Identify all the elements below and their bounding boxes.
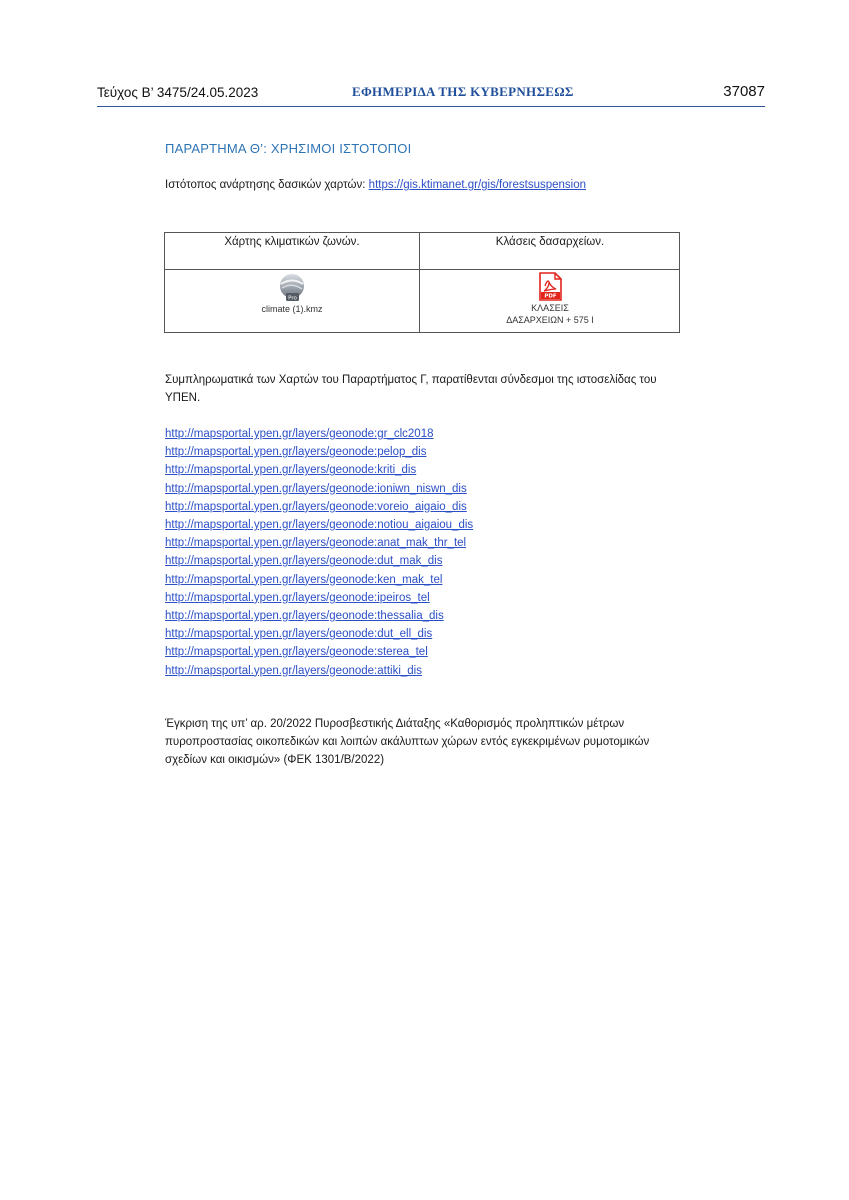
- ypen-layer-link[interactable]: http://mapsportal.ypen.gr/layers/geonode:kriti_dis: [165, 464, 417, 477]
- ypen-layer-link[interactable]: http://mapsportal.ypen.gr/layers/geonode:ken_mak_tel: [165, 573, 443, 586]
- forest-classes-pdf-attachment[interactable]: [420, 270, 680, 333]
- forest-maps-label: Ιστότοπος ανάρτησης δασικών χαρτών:: [165, 179, 369, 191]
- page-header: [97, 82, 765, 107]
- ypen-layer-link[interactable]: http://mapsportal.ypen.gr/layers/geonode:attiki_dis: [165, 664, 422, 677]
- pdf-file-name-line1: ΚΛΑΣΕΙΣ: [531, 303, 569, 313]
- ypen-layer-link[interactable]: http://mapsportal.ypen.gr/layers/geonode:gr_clc2018: [165, 428, 434, 440]
- forest-maps-line: [165, 179, 586, 191]
- kmz-file-icon: [277, 273, 307, 303]
- ypen-layer-link[interactable]: http://mapsportal.ypen.gr/layers/geonode:thessalia_dis: [165, 610, 444, 623]
- annex-title: ΠΑΡΑΡΤΗΜΑ Θ’: ΧΡΗΣΙΜΟΙ ΙΣΤΟΤΟΠΟΙ: [165, 141, 412, 156]
- pdf-file-icon: [536, 272, 564, 302]
- ypen-layer-link[interactable]: http://mapsportal.ypen.gr/layers/geonode:pelop_dis: [165, 446, 427, 459]
- ypen-layer-link[interactable]: http://mapsportal.ypen.gr/layers/geonode:ipeiros_tel: [165, 591, 430, 604]
- ypen-layer-link[interactable]: http://mapsportal.ypen.gr/layers/geonode:voreio_aigaio_dis: [165, 500, 467, 513]
- attachments-table: [164, 232, 680, 333]
- ypen-layer-link[interactable]: http://mapsportal.ypen.gr/layers/geonode:dut_mak_dis: [165, 555, 443, 568]
- newspaper-title: ΕΦΗΜΕΡΙΔΑ ΤΗΣ ΚΥΒΕΡΝΗΣΕΩΣ: [352, 84, 574, 99]
- pdf-badge-text: PDF: [544, 293, 557, 300]
- ypen-layer-link[interactable]: http://mapsportal.ypen.gr/layers/geonode:ioniwn_niswn_dis: [165, 482, 467, 495]
- climate-zones-header: Χάρτης κλιματικών ζωνών.: [224, 236, 360, 248]
- supplement-paragraph: Συμπληρωματικά των Χαρτών του Παραρτήματος Γ, παρατίθενται σύνδεσμοι της ιστοσελίδας του ΥΠΕΝ.: [165, 374, 657, 404]
- kmz-file-name: climate (1).kmz: [261, 304, 323, 314]
- forest-maps-link[interactable]: https://gis.ktimanet.gr/gis/forestsuspension: [368, 179, 586, 191]
- fire-ordinance-approval-paragraph: Έγκριση της υπ’ αρ. 20/2022 Πυροσβεστικής Διάταξης «Καθορισμός προληπτικών μέτρων πυροπροστασίας οικοπεδικών και λοιπών ακάλυπτων χώρων εντός εγκεκριμένων ρυμοτομικών σχεδίων και οικισμών» (ΦΕΚ 1301/Β/2022): [165, 718, 650, 766]
- page-number: 37087: [723, 83, 765, 100]
- ypen-layer-link[interactable]: http://mapsportal.ypen.gr/layers/geonode:notiou_aigaiou_dis: [165, 519, 474, 532]
- ypen-layer-link[interactable]: http://mapsportal.ypen.gr/layers/geonode:sterea_tel: [165, 646, 428, 659]
- climate-kmz-attachment[interactable]: [165, 270, 419, 333]
- issue-number: Τεύχος Β’ 3475/24.05.2023: [97, 85, 259, 100]
- pdf-file-name-line2: ΔΑΣΑΡΧΕΙΩΝ + 575 Ι: [506, 315, 594, 325]
- ypen-layer-link[interactable]: http://mapsportal.ypen.gr/layers/geonode:anat_mak_thr_tel: [165, 537, 467, 550]
- forest-classes-header: Κλάσεις δασαρχείων.: [495, 236, 605, 248]
- ypen-links-list: [165, 425, 473, 680]
- ypen-layer-link[interactable]: http://mapsportal.ypen.gr/layers/geonode:dut_ell_dis: [165, 628, 433, 641]
- kmz-badge-text: Pro: [288, 295, 297, 302]
